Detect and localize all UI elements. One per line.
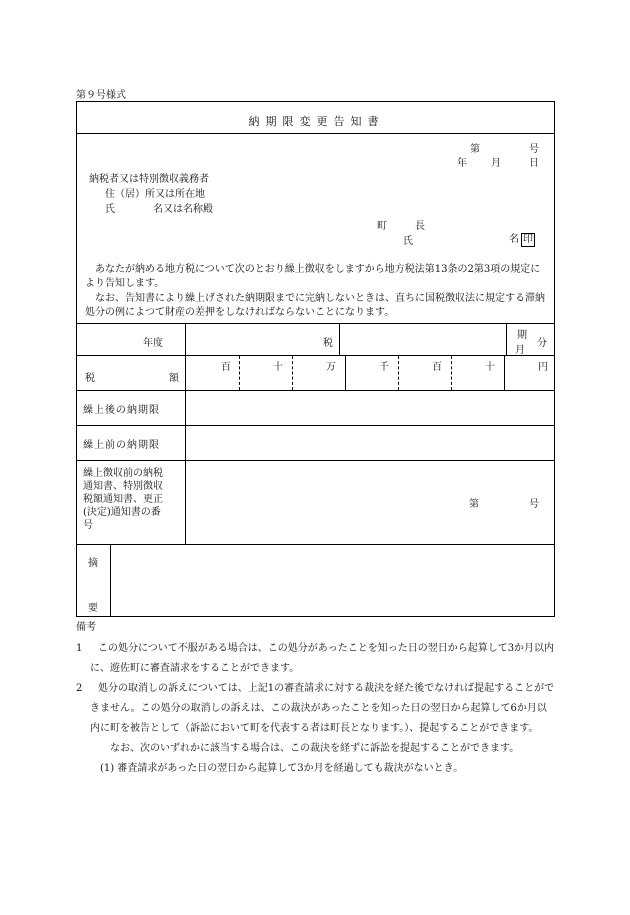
digit-divider: [398, 356, 399, 390]
prior-notice-number-label: [83, 467, 163, 532]
form-number: 第９号様式: [76, 90, 126, 101]
note-item-1: [76, 639, 555, 679]
issuer-name-mei: [509, 230, 535, 247]
prior-notice-number-prefix: 第: [469, 499, 479, 510]
unit-hyaku-man: 百: [221, 362, 231, 373]
issuer-name-mei-text: 名: [509, 234, 519, 245]
digit-divider-major: [504, 356, 505, 390]
unit-en: 円: [538, 362, 548, 373]
unit-sen: 千: [379, 362, 389, 373]
notice-paragraph-2: なお、告知書により繰上げされた納期限までに完納しないときは、直ちに国税徴収法に規定する滞納処分の例によつて財産の差押をしなければならないことになります。: [85, 293, 545, 318]
row1-divider-b: [506, 323, 507, 355]
date-day: 日: [529, 158, 539, 169]
number-suffix: 号: [529, 144, 539, 155]
row-divider-5: [77, 544, 554, 545]
tax-amount-label-b: 額: [169, 373, 179, 384]
original-deadline-label: 繰上前の納期限: [83, 440, 160, 451]
unit-man: 万: [326, 362, 336, 373]
form-title: 納期限変更告知書: [248, 115, 385, 128]
addressee-type: 納税者又は特別徴収義務者: [89, 174, 209, 185]
note-text: 処分の取消しの訴えについては、上記1の審査請求に対する裁決を経た後でなければ提起することができません。この処分の取消しの訴えは、この裁決があったことを知った日の翌日から起算して6か月以内に町を被告として（訴訟において町を代表する者は町長となります。）、提起することができます。: [90, 683, 555, 734]
notice-form: [76, 101, 555, 617]
digit-divider-major: [345, 356, 346, 390]
row-divider-4: [77, 460, 554, 461]
issuer-name-shi: 氏: [403, 236, 413, 247]
addressee-address-label: 住（居）所又は所在地: [105, 189, 205, 200]
prior-notice-label-line: 繰上徴収前の納税: [83, 468, 163, 479]
digit-divider: [239, 356, 240, 390]
note-number: 1: [76, 643, 83, 654]
unit-hyaku: 百: [432, 362, 442, 373]
remarks-column-divider: [110, 544, 111, 617]
fiscal-year-label: 年度: [143, 338, 163, 349]
row-divider-3: [77, 425, 554, 426]
addressee-name-label-a: 氏: [105, 204, 115, 215]
seal-mark: 印: [523, 234, 533, 245]
digit-divider: [451, 356, 452, 390]
period-month: 月: [515, 345, 525, 356]
note-number: 2: [76, 683, 83, 694]
row-divider-1: [77, 355, 554, 356]
number-prefix: 第: [470, 144, 480, 155]
issuer-chief: 長: [415, 221, 425, 232]
notes-section: [76, 621, 555, 779]
note-text: この処分について不服がある場合は、この処分があったことを知った日の翌日から起算して3か月以内に、遊佐町に審査請求をすることができます。: [90, 643, 555, 674]
date-month: 月: [491, 158, 501, 169]
unit-juu-man: 十: [273, 362, 283, 373]
tax-amount-label-a: 税: [85, 373, 95, 384]
note-sub-item-1: (1) 審査請求があった日の翌日から起算して3か月を経過しても裁決がないとき。: [100, 763, 464, 774]
notice-paragraph-1: あなたが納める地方税について次のとおり繰上徴収をしますから地方税法第13条の2第3項の規定により告知します。: [85, 264, 541, 289]
prior-notice-number-suffix: 号: [529, 499, 539, 510]
issuer-town: 町: [377, 221, 387, 232]
title-divider: [77, 133, 554, 134]
label-column-divider: [185, 323, 186, 544]
prior-notice-label-line: (決定)通知書の番: [83, 507, 161, 518]
date-year: 年: [457, 158, 467, 169]
row1-divider-a: [339, 323, 340, 355]
prior-notice-label-line: 号: [83, 520, 93, 531]
table-top-border: [77, 323, 554, 324]
new-deadline-label: 繰上後の納期限: [83, 405, 160, 416]
prior-notice-label-line: 通知書、特別徴収: [83, 481, 163, 492]
period-ki: 期: [517, 330, 527, 341]
remarks-label-b: 要: [88, 603, 98, 614]
prior-notice-label-line: 税額通知書、更正: [83, 494, 163, 505]
row-divider-2: [77, 390, 554, 391]
period-bun: 分: [537, 338, 547, 349]
remarks-label-a: 摘: [88, 558, 98, 569]
tax-label: 税: [323, 338, 333, 349]
notes-heading: 備考: [76, 622, 96, 633]
note-item-2-continuation: なお、次のいずれかに該当する場合は、この裁決を経ずに訴訟を提起することができます。: [110, 743, 520, 754]
unit-juu: 十: [485, 362, 495, 373]
note-item-2: [76, 679, 555, 739]
addressee-name-label-b: 名又は名称殿: [153, 204, 213, 215]
digit-divider: [292, 356, 293, 390]
